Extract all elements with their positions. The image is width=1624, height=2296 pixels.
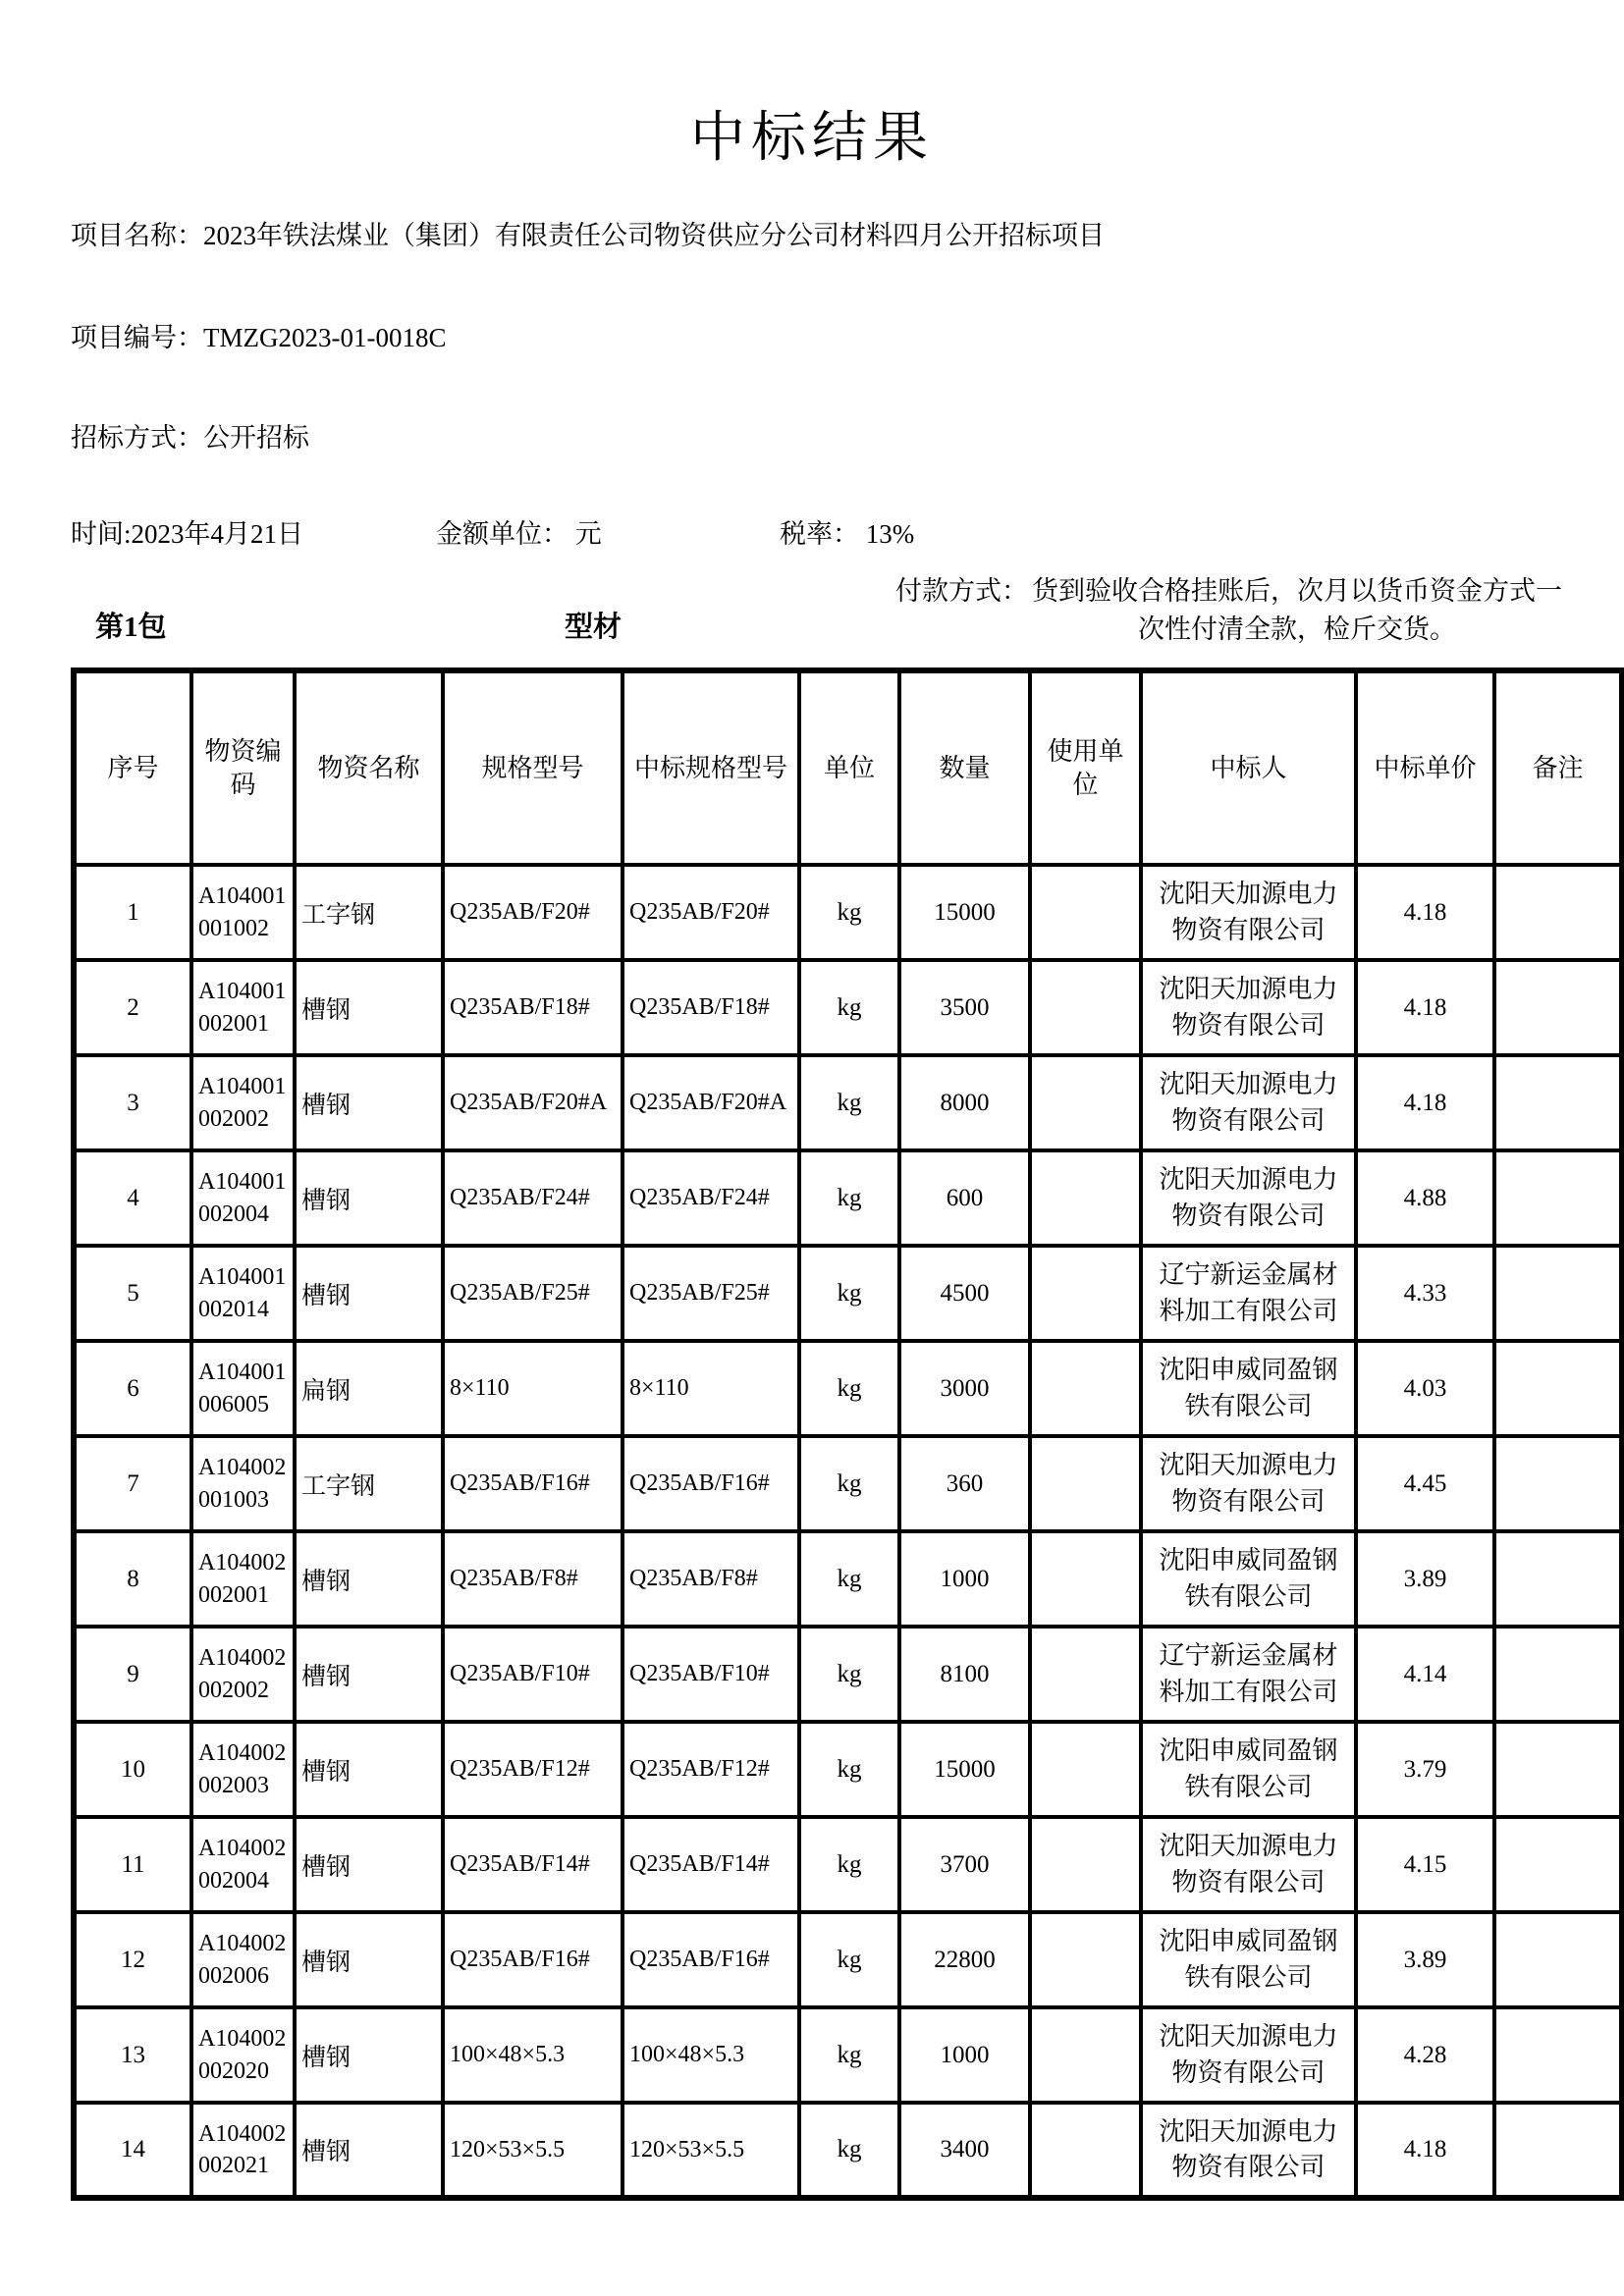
table-cell [1494,1341,1622,1436]
table-cell: 8×110 [623,1341,799,1436]
table-row [74,1817,1622,1912]
table-cell: 3.89 [1356,1912,1494,2007]
table-cell: 3.89 [1356,1531,1494,1627]
table-cell: 1000 [899,2007,1030,2103]
project-name-line: 项目名称：2023年铁法煤业（集团）有限责任公司物资供应分公司材料四月公开招标项目 [71,221,1105,250]
table-cell: 沈阳天加源电力物资有限公司 [1141,1436,1356,1531]
table-cell: 8×110 [443,1341,623,1436]
results-table-body [74,865,1622,2198]
table-row [74,1150,1622,1246]
table-cell: 扁钢 [295,1341,443,1436]
table-cell: kg [799,1912,899,2007]
table-cell: A104001002002 [191,1055,295,1150]
table-cell: Q235AB/F8# [623,1531,799,1627]
table-cell: 4.33 [1356,1246,1494,1341]
table-cell: Q235AB/F25# [443,1246,623,1341]
table-cell: 沈阳申威同盈钢铁有限公司 [1141,1912,1356,2007]
table-cell: Q235AB/F14# [443,1817,623,1912]
table-cell [1494,1627,1622,1722]
table-cell [1494,1246,1622,1341]
col-header-seq: 序号 [74,670,191,865]
table-cell: 100×48×5.3 [443,2007,623,2103]
table-row [74,960,1622,1055]
table-cell: kg [799,1627,899,1722]
bid-method-line: 招标方式：公开招标 [71,423,309,453]
table-cell: 3700 [899,1817,1030,1912]
tax-rate-label: 税率： 13% [780,519,915,549]
table-cell: 沈阳天加源电力物资有限公司 [1141,2103,1356,2198]
col-header-material-code: 物资编码 [191,670,295,865]
table-cell [1030,1246,1141,1341]
table-cell: Q235AB/F10# [443,1627,623,1722]
table-cell [1494,1722,1622,1817]
table-cell: 9 [74,1627,191,1722]
table-cell: 沈阳天加源电力物资有限公司 [1141,2007,1356,2103]
table-cell [1030,1912,1141,2007]
table-cell: Q235AB/F20#A [443,1055,623,1150]
table-cell: 8 [74,1531,191,1627]
table-cell: Q235AB/F25# [623,1246,799,1341]
table-cell: 槽钢 [295,1817,443,1912]
date-label: 时间:2023年4月21日 [71,519,304,549]
table-cell: 沈阳天加源电力物资有限公司 [1141,960,1356,1055]
table-cell [1494,865,1622,960]
table-cell: kg [799,865,899,960]
table-cell: 1 [74,865,191,960]
table-cell: 4.15 [1356,1817,1494,1912]
table-cell: 8100 [899,1627,1030,1722]
table-cell: 1000 [899,1531,1030,1627]
table-cell: A104002002003 [191,1722,295,1817]
table-cell: Q235AB/F16# [443,1912,623,2007]
table-cell [1494,1436,1622,1531]
table-cell [1030,1150,1141,1246]
table-cell [1030,1817,1141,1912]
package-number: 第1包 [95,612,167,643]
table-cell: 槽钢 [295,1055,443,1150]
table-cell: 15000 [899,1722,1030,1817]
table-cell: 沈阳申威同盈钢铁有限公司 [1141,1722,1356,1817]
col-header-winning-price: 中标单价 [1356,670,1494,865]
amount-unit-label: 金额单位： 元 [436,519,602,549]
table-cell: 4.03 [1356,1341,1494,1436]
table-cell: 6 [74,1341,191,1436]
table-cell: 8000 [899,1055,1030,1150]
table-cell: 5 [74,1246,191,1341]
table-cell [1030,2007,1141,2103]
table-cell: A104001002004 [191,1150,295,1246]
table-cell: 120×53×5.5 [623,2103,799,2198]
table-cell: A104002002001 [191,1531,295,1627]
table-cell: Q235AB/F12# [443,1722,623,1817]
table-cell: A104002002020 [191,2007,295,2103]
table-cell: 22800 [899,1912,1030,2007]
table-cell: 13 [74,2007,191,2103]
table-cell: 4.28 [1356,2007,1494,2103]
table-cell [1030,1531,1141,1627]
col-header-unit: 单位 [799,670,899,865]
table-cell: kg [799,2103,899,2198]
table-cell: 沈阳天加源电力物资有限公司 [1141,865,1356,960]
table-cell: A104001001002 [191,865,295,960]
table-cell: Q235AB/F20#A [623,1055,799,1150]
table-cell: kg [799,1436,899,1531]
table-cell: 沈阳天加源电力物资有限公司 [1141,1150,1356,1246]
col-header-remarks: 备注 [1494,670,1622,865]
table-cell [1494,1055,1622,1150]
table-cell: A104001002001 [191,960,295,1055]
table-cell: 120×53×5.5 [443,2103,623,2198]
table-cell: kg [799,2007,899,2103]
page-title: 中标结果 [690,108,934,169]
table-cell: 4.18 [1356,960,1494,1055]
table-cell: Q235AB/F18# [443,960,623,1055]
table-row [74,1436,1622,1531]
table-row [74,1055,1622,1150]
table-cell [1030,2103,1141,2198]
table-cell [1494,2007,1622,2103]
table-cell: 工字钢 [295,1436,443,1531]
table-cell: 2 [74,960,191,1055]
bid-results-table [71,667,1624,2201]
table-cell: Q235AB/F24# [623,1150,799,1246]
table-cell: 360 [899,1436,1030,1531]
table-cell: 沈阳天加源电力物资有限公司 [1141,1055,1356,1150]
col-header-material-name: 物资名称 [295,670,443,865]
table-cell: Q235AB/F20# [443,865,623,960]
table-cell [1030,1627,1141,1722]
table-cell: kg [799,1150,899,1246]
payment-method-terms: 货到验收合格挂账后，次月以货币资金方式一次性付清全款，检斤交货。 [1032,576,1562,645]
table-cell: Q235AB/F10# [623,1627,799,1722]
table-row [74,1722,1622,1817]
table-row [74,1246,1622,1341]
table-cell: 4.88 [1356,1150,1494,1246]
table-cell [1030,865,1141,960]
table-cell: Q235AB/F16# [623,1436,799,1531]
table-cell: 4 [74,1150,191,1246]
table-cell: 3000 [899,1341,1030,1436]
table-cell: A104002001003 [191,1436,295,1531]
table-cell: 辽宁新运金属材料加工有限公司 [1141,1627,1356,1722]
table-cell: 14 [74,2103,191,2198]
table-cell: 沈阳申威同盈钢铁有限公司 [1141,1341,1356,1436]
table-cell: 槽钢 [295,960,443,1055]
table-cell: 3400 [899,2103,1030,2198]
table-cell: 槽钢 [295,1912,443,2007]
table-cell: 15000 [899,865,1030,960]
table-cell: Q235AB/F12# [623,1722,799,1817]
table-cell [1494,1150,1622,1246]
table-cell: kg [799,1722,899,1817]
payment-method-block [895,572,1566,649]
table-row [74,1341,1622,1436]
table-row [74,2103,1622,2198]
table-cell [1494,1817,1622,1912]
table-cell: 工字钢 [295,865,443,960]
table-cell [1494,2103,1622,2198]
table-cell: 辽宁新运金属材料加工有限公司 [1141,1246,1356,1341]
table-cell: Q235AB/F16# [623,1912,799,2007]
table-cell: 4.18 [1356,1055,1494,1150]
table-cell: 600 [899,1150,1030,1246]
table-cell: 槽钢 [295,1531,443,1627]
table-cell: Q235AB/F24# [443,1150,623,1246]
table-cell: 槽钢 [295,1627,443,1722]
table-cell: 4.14 [1356,1627,1494,1722]
table-cell: kg [799,1817,899,1912]
table-cell: A104001002014 [191,1246,295,1341]
table-cell: Q235AB/F16# [443,1436,623,1531]
table-cell: kg [799,1531,899,1627]
table-cell: 10 [74,1722,191,1817]
payment-method-label: 付款方式： [895,576,1028,606]
table-cell: A104001006005 [191,1341,295,1436]
table-cell [1030,1055,1141,1150]
table-cell [1494,1912,1622,2007]
table-cell: kg [799,1341,899,1436]
package-category: 型材 [565,612,623,643]
table-row [74,865,1622,960]
table-cell: 3500 [899,960,1030,1055]
table-cell: kg [799,960,899,1055]
table-cell [1030,1436,1141,1531]
table-row [74,1531,1622,1627]
col-header-spec: 规格型号 [443,670,623,865]
table-cell [1030,960,1141,1055]
table-cell [1494,960,1622,1055]
table-cell: 4500 [899,1246,1030,1341]
table-cell: 槽钢 [295,1722,443,1817]
table-cell: 槽钢 [295,2007,443,2103]
table-row [74,1627,1622,1722]
table-cell: kg [799,1055,899,1150]
table-cell [1030,1341,1141,1436]
col-header-winning-spec: 中标规格型号 [623,670,799,865]
table-row [74,2007,1622,2103]
table-cell: Q235AB/F20# [623,865,799,960]
table-cell: 4.18 [1356,865,1494,960]
table-cell: 沈阳申威同盈钢铁有限公司 [1141,1531,1356,1627]
table-cell: 3.79 [1356,1722,1494,1817]
table-cell: A104002002004 [191,1817,295,1912]
table-cell: kg [799,1246,899,1341]
table-cell: A104002002006 [191,1912,295,2007]
table-cell: Q235AB/F8# [443,1531,623,1627]
table-cell: 11 [74,1817,191,1912]
table-cell: 12 [74,1912,191,2007]
table-cell: 100×48×5.3 [623,2007,799,2103]
table-cell: 槽钢 [295,2103,443,2198]
table-cell: 4.45 [1356,1436,1494,1531]
table-cell [1494,1531,1622,1627]
project-number-line: 项目编号：TMZG2023-01-0018C [71,323,447,352]
table-cell: 3 [74,1055,191,1150]
table-cell: 沈阳天加源电力物资有限公司 [1141,1817,1356,1912]
table-row [74,1912,1622,2007]
col-header-using-unit: 使用单位 [1030,670,1141,865]
table-cell: 槽钢 [295,1246,443,1341]
table-cell: Q235AB/F18# [623,960,799,1055]
table-cell: 槽钢 [295,1150,443,1246]
table-cell: 4.18 [1356,2103,1494,2198]
table-cell: A104002002021 [191,2103,295,2198]
table-cell: A104002002002 [191,1627,295,1722]
table-cell: 7 [74,1436,191,1531]
table-cell [1030,1722,1141,1817]
col-header-quantity: 数量 [899,670,1030,865]
table-header-row [74,670,1622,865]
col-header-winner: 中标人 [1141,670,1356,865]
table-cell: Q235AB/F14# [623,1817,799,1912]
